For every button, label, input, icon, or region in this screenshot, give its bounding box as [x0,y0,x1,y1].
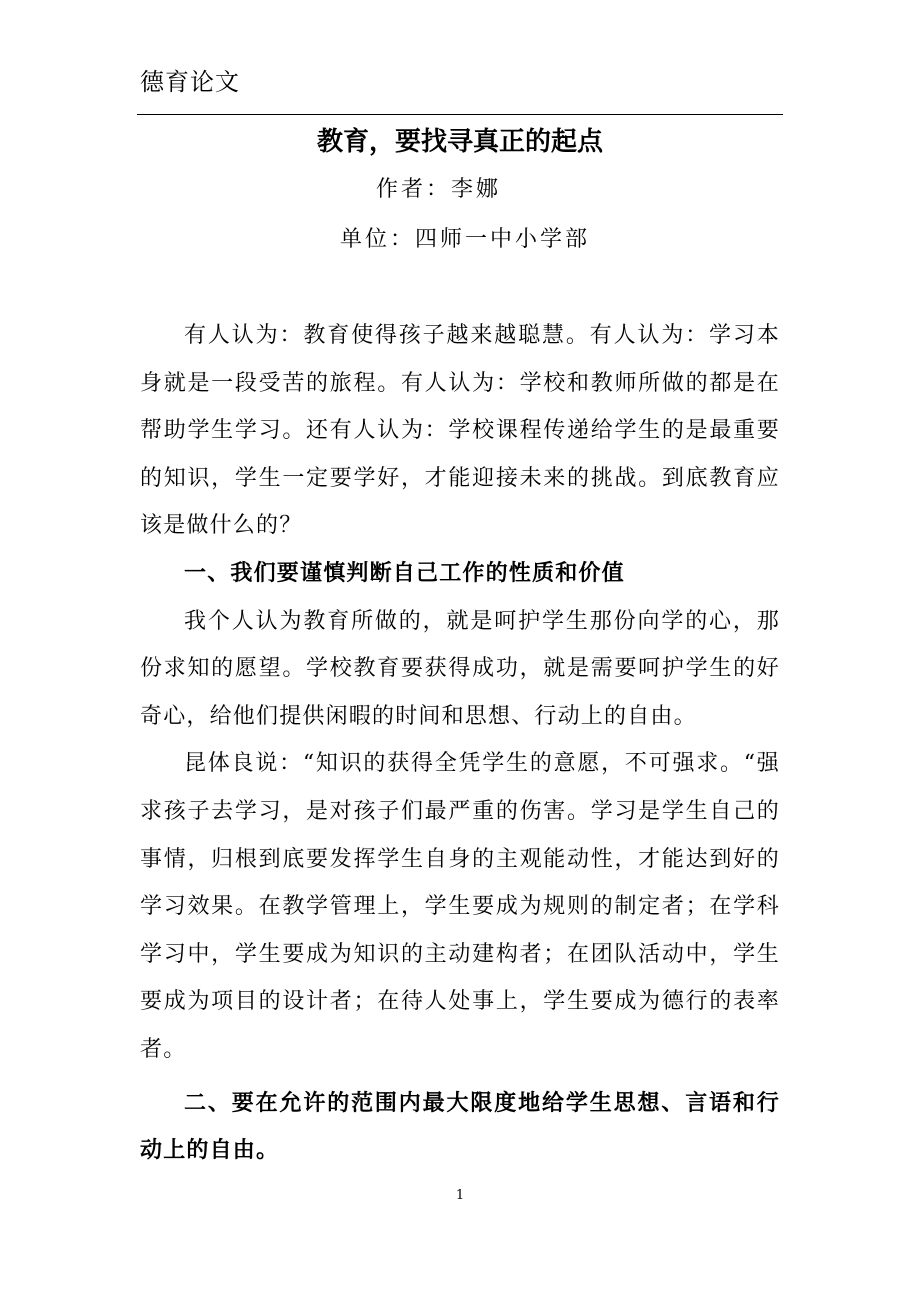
running-header: 德育论文 [140,68,240,96]
article-title: 教育，要找寻真正的起点 [316,127,603,157]
page-number: 1 [455,1188,465,1203]
section-heading-2: 二、要在允许的范围内最大限度地给学生思想、言语和行动上的自由。 [140,1089,780,1164]
author-line: 作者：李娜 [376,177,502,202]
paragraph-intro: 有人认为：教育使得孩子越来越聪慧。有人认为：学习本身就是一段受苦的旅程。有人认为：学校和教师所做的都是在帮助学生学习。还有人认为：学校课程传递给学生的是最重要的知识，学生一定要学好，才能迎接未来的挑战。到底教育应该是做什么的？ [140,323,780,539]
header-rule [137,114,783,115]
section-heading-1: 一、我们要谨慎判断自己工作的性质和价值 [184,559,625,586]
paragraph-section-1a: 我个人认为教育所做的，就是呵护学生那份向学的心，那份求知的愿望。学校教育要获得成功，就是需要呵护学生的好奇心，给他们提供闲暇的时间和思想、行动上的自由。 [140,608,780,729]
unit-line: 单位：四师一中小学部 [340,227,591,252]
paragraph-section-1b: 昆体良说：“知识的获得全凭学生的意愿，不可强求。“强求孩子去学习，是对孩子们最严重的伤害。学习是学生自己的事情，归根到底要发挥学生自身的主观能动性，才能达到好的学习效果。在教学管理上，学生要成为规则的制定者；在学科学习中，学生要成为知识的主动建构者；在团队活动中，学生要成为项目的设计者；在待人处事上，学生要成为德行的表率者。 [140,751,780,1062]
article-body [140,312,780,1175]
